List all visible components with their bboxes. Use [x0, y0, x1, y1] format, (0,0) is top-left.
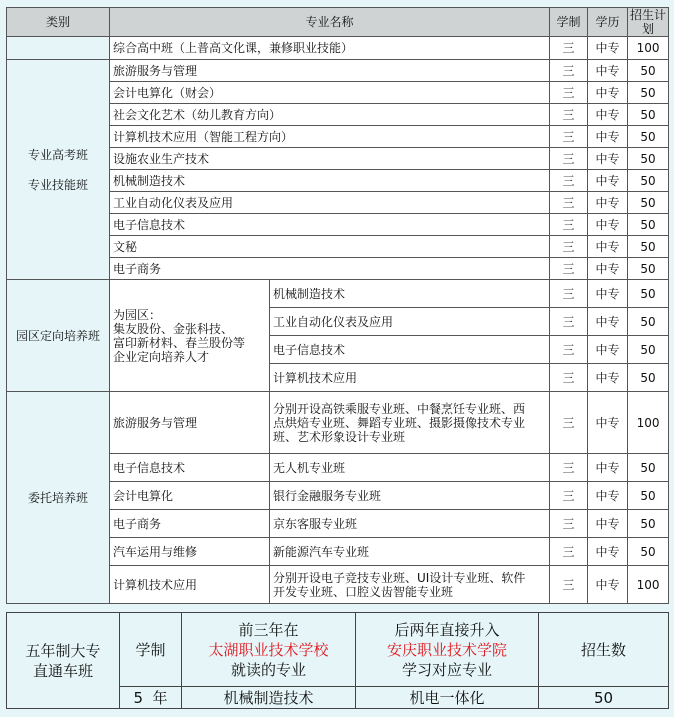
- education-cell: 中专: [588, 308, 628, 336]
- duration-cell: 三: [550, 364, 588, 392]
- duration-cell: 三: [550, 336, 588, 364]
- quota-cell: 50: [628, 308, 669, 336]
- major-cell: 电子商务: [110, 258, 550, 280]
- education-cell: 中专: [588, 392, 628, 454]
- education-cell: 中专: [588, 192, 628, 214]
- major-cell: 会计电算化（财会）: [110, 82, 550, 104]
- program-quota-header: 招生数: [539, 613, 669, 687]
- education-cell: 中专: [588, 148, 628, 170]
- duration-cell: 三: [550, 60, 588, 82]
- note-line: 企业定向培养人才: [113, 349, 210, 364]
- duration-cell: 三: [550, 392, 588, 454]
- second-school-name: 安庆职业技术学院: [386, 640, 507, 659]
- duration-cell: 三: [550, 192, 588, 214]
- quota-cell: 50: [628, 214, 669, 236]
- major-cell: 会计电算化: [110, 482, 270, 510]
- quota-cell: 50: [628, 482, 669, 510]
- duration-cell: 三: [550, 82, 588, 104]
- duration-cell: 三: [550, 236, 588, 258]
- education-cell: 中专: [588, 236, 628, 258]
- education-cell: 中专: [588, 258, 628, 280]
- program-category-line: 五年制大专: [25, 641, 101, 660]
- table-row: [7, 60, 669, 82]
- quota-cell: 50: [628, 192, 669, 214]
- education-cell: 中专: [588, 510, 628, 538]
- major-cell: 计算机技术应用（智能工程方向）: [110, 126, 550, 148]
- major-cell: 机械制造技术: [270, 280, 550, 308]
- major-cell: 电子信息技术: [110, 454, 270, 482]
- education-cell: 中专: [588, 104, 628, 126]
- table-row: [7, 392, 669, 454]
- duration-cell: 三: [550, 37, 588, 60]
- quota-cell: 50: [628, 236, 669, 258]
- category-cell-group3: 委托培养班: [7, 392, 110, 604]
- header-education: 学历: [588, 8, 628, 37]
- category-label: 专业技能班: [27, 177, 88, 192]
- class-cell: 新能源汽车专业班: [270, 538, 550, 566]
- class-cell: [270, 566, 550, 604]
- category-cell-empty: [7, 37, 110, 60]
- duration-cell: 三: [550, 454, 588, 482]
- major-cell: 计算机技术应用: [270, 364, 550, 392]
- quota-cell: 50: [628, 104, 669, 126]
- program-quota: 50: [539, 687, 669, 709]
- table-row: [7, 37, 669, 60]
- quota-cell: 50: [628, 538, 669, 566]
- duration-cell: 三: [550, 104, 588, 126]
- class-line: 班、艺术形象设计专业班: [273, 429, 406, 444]
- program-first-major: 机械制造技术: [182, 687, 356, 709]
- education-cell: 中专: [588, 482, 628, 510]
- duration-cell: 三: [550, 214, 588, 236]
- duration-cell: 三: [550, 566, 588, 604]
- quota-cell: 50: [628, 60, 669, 82]
- quota-cell: 50: [628, 336, 669, 364]
- education-cell: 中专: [588, 454, 628, 482]
- quota-cell: 100: [628, 37, 669, 60]
- program-duration-header: 学制: [120, 613, 182, 687]
- note-line: 富印新材料、春兰股份等: [113, 335, 246, 350]
- duration-cell: 三: [550, 126, 588, 148]
- program-duration: 5 年: [120, 687, 182, 709]
- major-cell: 电子商务: [110, 510, 270, 538]
- quota-cell: 50: [628, 126, 669, 148]
- category-cell-group2: 园区定向培养班: [7, 280, 110, 392]
- category-cell-group1: [7, 60, 110, 280]
- header-row: [7, 8, 669, 37]
- education-cell: 中专: [588, 126, 628, 148]
- note-line: 集友股份、金张科技、: [113, 321, 234, 336]
- quota-cell: 50: [628, 148, 669, 170]
- first-school-header: [182, 613, 356, 687]
- major-cell: 计算机技术应用: [110, 566, 270, 604]
- duration-cell: 三: [550, 148, 588, 170]
- first-school-name: 太湖职业技术学校: [208, 640, 329, 659]
- header-duration: 学制: [550, 8, 588, 37]
- major-cell: 电子信息技术: [110, 214, 550, 236]
- education-cell: 中专: [588, 538, 628, 566]
- class-cell: 银行金融服务专业班: [270, 482, 550, 510]
- class-line: 点烘焙专业班、舞蹈专业班、摄影摄像技术专业: [273, 415, 526, 430]
- enrollment-table: [6, 7, 669, 604]
- major-cell: 设施农业生产技术: [110, 148, 550, 170]
- duration-cell: 三: [550, 308, 588, 336]
- education-cell: 中专: [588, 214, 628, 236]
- quota-cell: 100: [628, 566, 669, 604]
- program-header-row: [7, 613, 669, 687]
- note-line: 为园区：: [113, 307, 162, 322]
- class-cell: 京东客服专业班: [270, 510, 550, 538]
- major-cell: 文秘: [110, 236, 550, 258]
- header-category: 类别: [7, 8, 110, 37]
- duration-cell: 三: [550, 258, 588, 280]
- education-cell: 中专: [588, 37, 628, 60]
- header-major: 专业名称: [110, 8, 550, 37]
- major-cell: 汽车运用与维修: [110, 538, 270, 566]
- class-cell: [270, 392, 550, 454]
- duration-cell: 三: [550, 170, 588, 192]
- duration-cell: 三: [550, 280, 588, 308]
- header-quota: 招生计划: [628, 8, 669, 37]
- header-line: 前三年在: [238, 620, 299, 639]
- education-cell: 中专: [588, 336, 628, 364]
- quota-cell: 50: [628, 454, 669, 482]
- duration-cell: 三: [550, 538, 588, 566]
- quota-cell: 50: [628, 280, 669, 308]
- major-cell: 旅游服务与管理: [110, 60, 550, 82]
- education-cell: 中专: [588, 82, 628, 104]
- education-cell: 中专: [588, 280, 628, 308]
- education-cell: 中专: [588, 170, 628, 192]
- quota-cell: 50: [628, 82, 669, 104]
- program-second-major: 机电一体化: [356, 687, 539, 709]
- major-cell: 电子信息技术: [270, 336, 550, 364]
- duration-cell: 三: [550, 482, 588, 510]
- education-cell: 中专: [588, 364, 628, 392]
- five-year-program-table: [6, 612, 669, 709]
- header-line: 就读的专业: [230, 660, 306, 679]
- header-line: 学习对应专业: [401, 660, 492, 679]
- major-cell: 工业自动化仪表及应用: [110, 192, 550, 214]
- class-line: 开发专业班、口腔义齿智能专业班: [273, 584, 454, 599]
- second-school-header: [356, 613, 539, 687]
- program-category: [7, 613, 120, 709]
- major-cell: 机械制造技术: [110, 170, 550, 192]
- major-cell: 综合高中班（上普高文化课，兼修职业技能）: [110, 37, 550, 60]
- class-line: 分别开设高铁乘服专业班、中餐烹饪专业班、西: [273, 401, 526, 416]
- quota-cell: 50: [628, 258, 669, 280]
- table-row: [7, 280, 669, 308]
- education-cell: 中专: [588, 60, 628, 82]
- quota-cell: 50: [628, 510, 669, 538]
- category-label: 专业高考班: [27, 147, 88, 162]
- class-line: 分别开设电子竞技专业班、UI设计专业班、软件: [273, 570, 526, 585]
- quota-cell: 50: [628, 364, 669, 392]
- major-cell: 旅游服务与管理: [110, 392, 270, 454]
- header-line: 后两年直接升入: [394, 620, 500, 639]
- duration-cell: 三: [550, 510, 588, 538]
- quota-cell: 100: [628, 392, 669, 454]
- program-category-line: 直通车班: [32, 661, 93, 680]
- major-cell: 社会文化艺术（幼儿教育方向）: [110, 104, 550, 126]
- major-cell: 工业自动化仪表及应用: [270, 308, 550, 336]
- quota-cell: 50: [628, 170, 669, 192]
- education-cell: 中专: [588, 566, 628, 604]
- class-cell: 无人机专业班: [270, 454, 550, 482]
- group-note: [110, 280, 270, 392]
